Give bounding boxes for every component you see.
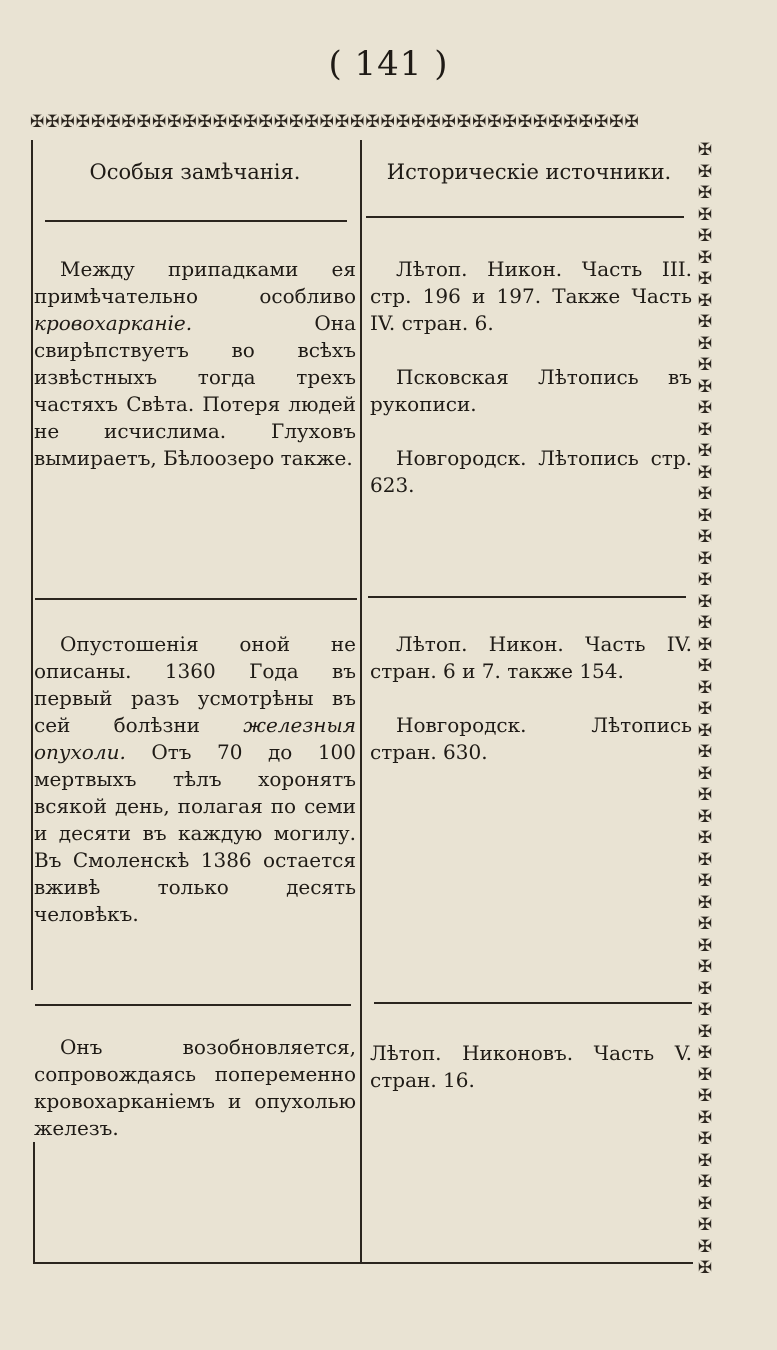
top-ornament-border: ✠✠✠✠✠✠✠✠✠✠✠✠✠✠✠✠✠✠✠✠✠✠✠✠✠✠✠✠✠✠✠✠✠✠✠✠✠✠✠✠ xyxy=(30,112,640,132)
source-entry: Псковская Лѣтопись въ рукописи. xyxy=(370,365,692,416)
source-entry: Новгородск. Лѣтопись стран. 630. xyxy=(370,713,692,764)
row-2-rule-left xyxy=(35,1004,351,1006)
row-2-notes-text: Опустошенія оной не описаны. 1360 Года въ первый разъ усмотрѣны въ сей болѣзни железныя опухоли. Отъ 70 до 100 мертвыхъ тѣлъ хоронятъ всякой день, полагая по семи и десяти въ каждую могилу. Въ Смоленскѣ 1386 остается вживѣ только десять человѣкъ. xyxy=(34,632,356,926)
row-1-rule-right xyxy=(368,596,686,598)
emphasis: железныя опухоли. xyxy=(34,713,356,764)
header-rule-right xyxy=(366,216,684,218)
row-1-notes-text: Между припадками ея примѣчательно особливо кровохарканіе. Она свирѣпствуетъ во всѣхъ извѣстныхъ тогда трехъ частяхъ Свѣта. Потеря людей не исчислима. Глуховъ вымираетъ, Бѣлоозеро также. xyxy=(34,257,356,470)
header-rule-left xyxy=(45,220,347,222)
emphasis: кровохарканіе. xyxy=(34,311,193,335)
row-2-rule-right xyxy=(374,1002,692,1004)
source-entry: Лѣтоп. Никон. Часть III. стр. 196 и 197. Также Часть IV. стран. 6. xyxy=(370,257,692,335)
row-2-notes xyxy=(34,631,356,955)
row-1-notes xyxy=(34,256,356,499)
left-vertical-rule xyxy=(31,140,33,990)
source-entry: Лѣтоп. Никон. Часть IV. стран. 6 и 7. также 154. xyxy=(370,632,692,683)
row-1-rule-left xyxy=(35,598,357,600)
header-left: Особыя замѣчанія. xyxy=(89,160,301,184)
row-1-sources xyxy=(370,256,692,526)
right-ornament-border: ✠✠✠✠✠✠✠✠✠✠✠✠✠✠✠✠✠✠✠✠✠✠✠✠✠✠✠✠✠✠✠✠✠✠✠✠✠✠✠✠✠✠✠✠✠✠✠✠✠✠✠✠✠ xyxy=(697,140,713,1278)
header-right: Историческіе источники. xyxy=(386,160,672,184)
row-2-sources xyxy=(370,631,692,793)
row-3-notes xyxy=(34,1034,356,1169)
source-entry: Новгородск. Лѣтопись стр. 623. xyxy=(370,446,692,497)
page-number: ( 141 ) xyxy=(328,44,449,84)
row-3-sources xyxy=(370,1040,692,1121)
bottom-rule xyxy=(33,1262,693,1264)
source-entry: Лѣтоп. Никоновъ. Часть V. стран. 16. xyxy=(370,1041,692,1092)
center-vertical-rule xyxy=(360,140,362,1262)
row-3-notes-text: Онъ возобновляется, сопровождаясь попеременно кровохарканіемъ и опухолью железъ. xyxy=(34,1035,356,1140)
